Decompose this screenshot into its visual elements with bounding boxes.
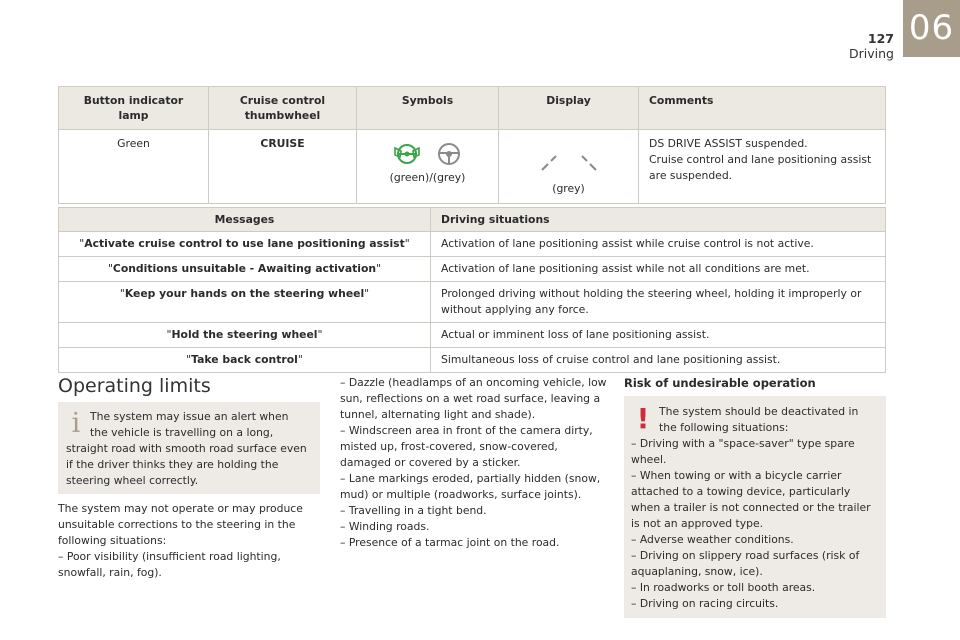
message-text: Hold the steering wheel [171, 328, 318, 341]
message-text: Conditions unsuitable - Awaiting activation [112, 262, 377, 275]
comment-line: Cruise control and lane positioning assist are suspended. [649, 153, 872, 182]
limits-intro-text: The system may not operate or may produce unsuitable corrections to the steering in the following situations: – Poor visibility (insufficient road lighting, snowfall, rain, fog). [58, 502, 303, 579]
col-header-thumbwheel: Cruise control thumbwheel [209, 87, 357, 130]
info-text: The system may issue an alert when the vehicle is travelling on a long, straight road with smooth road surface even if the driver thinks they are holding the steering wheel correctly. [66, 410, 307, 487]
situation-cell: Prolonged driving without holding the steering wheel, holding it improperly or without applying any force. [431, 282, 886, 323]
message-text: Take back control [191, 353, 298, 366]
table-row [59, 323, 886, 348]
warning-box [624, 396, 886, 618]
messages-table-header [59, 208, 886, 232]
message-cell [59, 232, 431, 257]
comment-line: DS DRIVE ASSIST suspended. [649, 137, 808, 150]
chapter-tab: 06 [903, 0, 960, 57]
message-cell [59, 257, 431, 282]
limits-list-text: – Dazzle (headlamps of an oncoming vehicle, low sun, reflections on a wet road surface, leaving a tunnel, alternating light and shade). – Windscreen area in front of the camera dirty, misted up, frost-covered, snow-covered, damaged or covered by a sticker. – Lane markings eroded, partially hidden (snow, mud) or multiple (roadworks, surface joints). – Travelling in a tight bend. – Winding roads. – Presence of a tarmac joint on the road. [340, 376, 607, 549]
page-number-block [849, 31, 894, 61]
steering-wheel-icon [435, 142, 463, 166]
situation-cell: Activation of lane positioning assist while cruise control is not active. [431, 232, 886, 257]
symbols-caption: (green)/(grey) [389, 171, 466, 184]
section-name: Driving [849, 46, 894, 61]
quote-mark: " [297, 353, 303, 366]
quote-mark: " [107, 262, 113, 275]
quote-mark: " [166, 328, 172, 341]
quote-mark: " [404, 237, 410, 250]
table-row [59, 282, 886, 323]
message-cell [59, 348, 431, 373]
situation-cell: Simultaneous loss of cruise control and lane positioning assist. [431, 348, 886, 373]
thumbwheel-cell: CRUISE [209, 130, 357, 204]
steering-wheel-hands-icon [393, 142, 421, 166]
col-header-comments: Comments [639, 87, 886, 130]
col-header-display: Display [499, 87, 639, 130]
display-caption: (grey) [552, 182, 585, 195]
table-row [59, 130, 886, 204]
quote-mark: " [376, 262, 382, 275]
risk-heading: Risk of undesirable operation [624, 376, 816, 390]
quote-mark: " [79, 237, 85, 250]
indicator-table [58, 86, 886, 204]
lamp-cell: Green [59, 130, 209, 204]
section-heading: Operating limits [58, 375, 211, 397]
comments-cell [639, 130, 886, 204]
message-cell [59, 323, 431, 348]
col-header-symbols: Symbols [357, 87, 499, 130]
message-text: Activate cruise control to use lane positioning assist [84, 237, 405, 250]
messages-table [58, 207, 886, 373]
quote-mark: " [317, 328, 323, 341]
col-header-situations: Driving situations [431, 208, 886, 232]
message-text: Keep your hands on the steering wheel [124, 287, 365, 300]
table-row [59, 257, 886, 282]
symbols-cell [357, 130, 499, 204]
quote-mark: " [119, 287, 125, 300]
indicator-table-header [59, 87, 886, 130]
info-icon: i [71, 408, 81, 439]
situation-cell: Actual or imminent loss of lane positioning assist. [431, 323, 886, 348]
warning-icon: ! [636, 402, 650, 435]
table-row [59, 348, 886, 373]
info-box [58, 402, 320, 494]
table-row [59, 232, 886, 257]
quote-mark: " [186, 353, 192, 366]
col-header-messages: Messages [59, 208, 431, 232]
col-header-lamp: Button indicator lamp [59, 87, 209, 130]
warning-text: The system should be deactivated in the following situations: – Driving with a "space-saver" type spare wheel. – When towing or with a bicycle carrier attached to a towing device, particularly when a trailer is not connected or the trailer is not an approved type. – Adverse weather conditions. – Driving on slippery road surfaces (risk of aquaplaning, snow, ice). – In roadworks or toll booth areas. – Driving on racing circuits. [631, 405, 871, 610]
lane-markings-icon [534, 146, 604, 176]
display-cell [499, 130, 639, 204]
page-number: 127 [867, 31, 894, 46]
quote-mark: " [364, 287, 370, 300]
message-cell [59, 282, 431, 323]
symbols-icons [367, 142, 488, 166]
situation-cell: Activation of lane positioning assist while not all conditions are met. [431, 257, 886, 282]
